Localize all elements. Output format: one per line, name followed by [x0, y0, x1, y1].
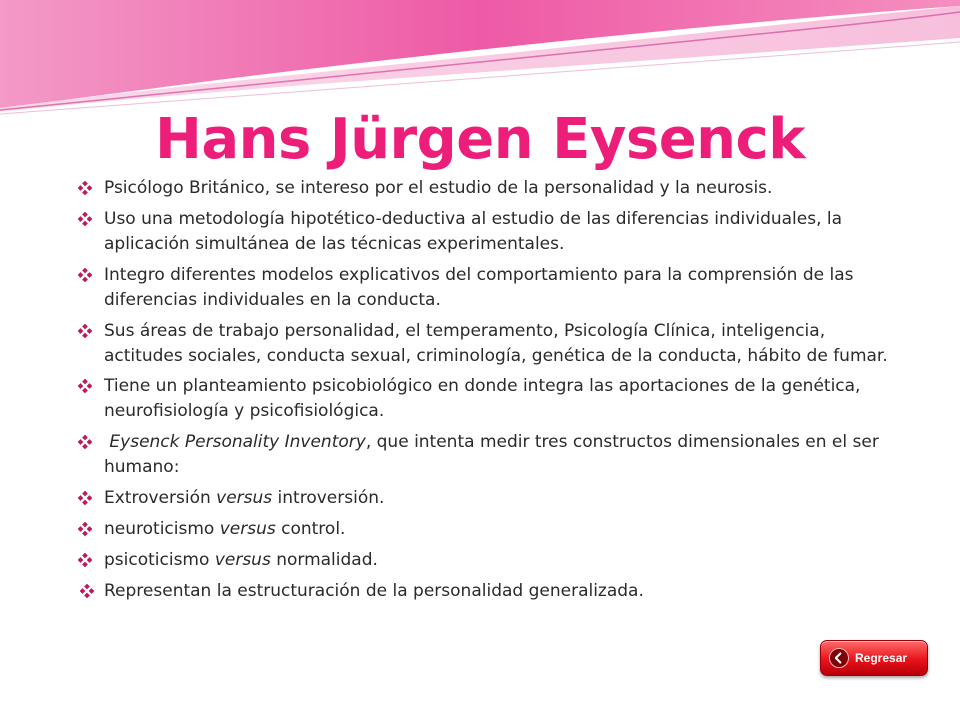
bullet-text: Sus áreas de trabajo personalidad, el temperamento, Psicología Clínica, inteligencia, actitudes sociales, conducta sexual, criminología, genética de la conducta, hábito de fumar. — [104, 321, 888, 366]
list-item — [74, 176, 894, 201]
list-item — [74, 319, 894, 369]
bullet-text: Uso una metodología hipotético-deductiva al estudio de las diferencias individuales, la aplicación simultánea de las técnicas experimentales. — [104, 209, 843, 254]
bullet-text: , que intenta medir tres constructos dimensionales en el ser humano: — [104, 432, 879, 477]
bullet-text: control. — [275, 519, 346, 539]
bullet-text: Extroversión — [104, 488, 217, 508]
diamond-bullet-icon — [78, 491, 92, 505]
bullet-text: psicoticismo — [104, 550, 215, 570]
list-item — [80, 579, 894, 604]
list-item — [74, 374, 894, 424]
bullet-text: Tiene un planteamiento psicobiológico en donde integra las aportaciones de la genética, neurofisiología y psicofisiológica. — [104, 376, 861, 421]
bullet-text: Integro diferentes modelos explicativos del comportamiento para la comprensión de las diferencias individuales en la conducta. — [104, 265, 854, 310]
diamond-bullet-icon — [78, 212, 92, 226]
diamond-bullet-icon — [78, 181, 92, 195]
bullet-text: Psicólogo Británico, se intereso por el estudio de la personalidad y la neurosis. — [104, 178, 773, 198]
bullet-text: neuroticismo — [104, 519, 220, 539]
diamond-bullet-icon — [78, 379, 92, 393]
bullet-text: Representan la estructuración de la personalidad generalizada. — [104, 581, 644, 601]
bullet-text: normalidad. — [270, 550, 378, 570]
diamond-bullet-icon — [78, 268, 92, 282]
diamond-bullet-icon — [78, 553, 92, 567]
bullet-text: introversión. — [272, 488, 385, 508]
diamond-bullet-icon — [80, 584, 94, 598]
list-item — [74, 486, 894, 511]
bullet-list — [74, 176, 894, 610]
list-item — [74, 263, 894, 313]
list-item — [74, 517, 894, 542]
slide-title: Hans Jürgen Eysenck — [155, 107, 805, 172]
versus-text: versus — [214, 550, 271, 570]
diamond-bullet-icon — [78, 435, 92, 449]
list-item — [74, 430, 894, 480]
list-item — [74, 548, 894, 573]
list-item — [74, 207, 894, 257]
back-button-label: Regresar — [855, 651, 908, 665]
versus-text: versus — [219, 519, 276, 539]
back-button[interactable] — [820, 640, 928, 676]
diamond-bullet-icon — [78, 324, 92, 338]
inventory-name: Eysenck Personality Inventory — [109, 432, 366, 452]
versus-text: versus — [216, 488, 273, 508]
diamond-bullet-icon — [78, 522, 92, 536]
back-arrow-icon — [829, 648, 849, 668]
